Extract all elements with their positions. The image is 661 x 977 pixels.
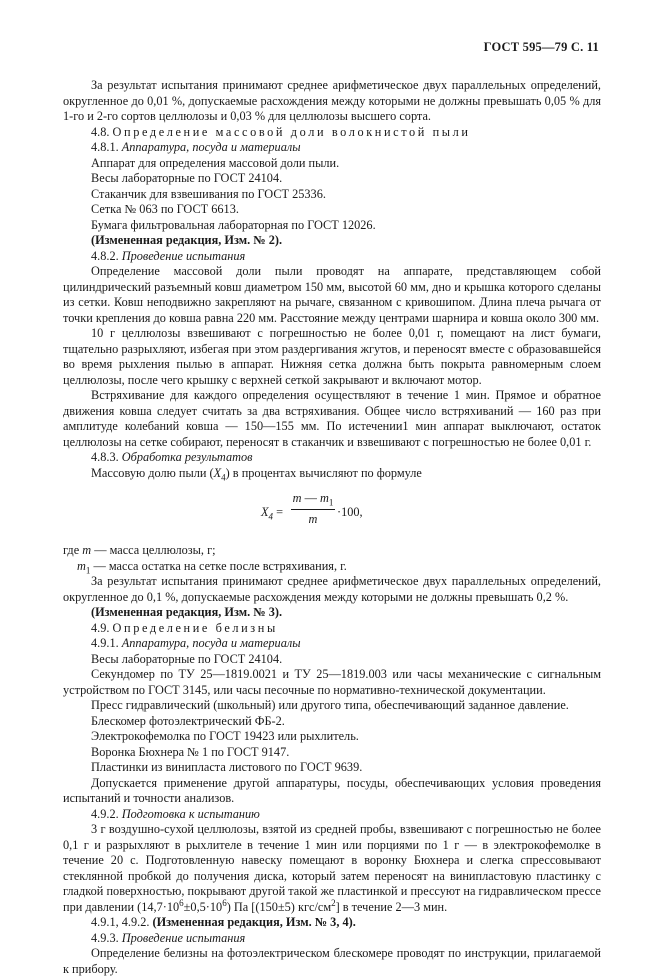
equipment-item: Электрокофемолка по ГОСТ 19423 или рыхлитель.	[91, 729, 359, 743]
text-fragment: ±0,5·10	[183, 899, 223, 914]
section-number: 4.9.3.	[91, 930, 119, 945]
section-4-8-3-heading	[63, 450, 601, 466]
paragraph-preparation	[63, 822, 601, 915]
formula-numerator	[291, 491, 335, 510]
section-number: 4.8.2.	[91, 248, 119, 263]
formula-variable: m	[292, 491, 302, 505]
section-4-9-1-heading	[63, 636, 601, 652]
formula-subscript: 4	[268, 511, 274, 522]
section-number: 4.8.1.	[91, 140, 119, 154]
text-fragment: где	[63, 543, 83, 557]
section-4-8-2-heading	[63, 249, 601, 265]
equipment-item: Бумага фильтровальная лабораторная по ГОСТ 12026.	[91, 217, 376, 232]
revision-text: (Измененная редакция, Изм. № 3, 4).	[152, 915, 356, 929]
formula-lhs	[261, 505, 283, 521]
section-number: 4.8.3.	[91, 450, 119, 464]
paragraph-weighing: 10 г целлюлозы взвешивают с погрешностью не более 0,01 г, помещают на лист бумаги, тщательно разрыхляют, избегая при этом раздергивания жгутов, и переносят вместе с образовавшейся во время рыхления пылью в аппарат. Нижняя сетка должна быть покрыта равномерным слоем целлюлозы, после чего крышку с верхней сеткой закрывают и включают мотор.	[63, 326, 601, 387]
definition-m1	[63, 559, 601, 575]
section-number: 4.9.2.	[91, 806, 119, 821]
formula-fraction	[291, 491, 335, 527]
section-4-9-2-heading	[63, 807, 601, 823]
document-body	[63, 78, 601, 977]
revision-note: (Измененная редакция, Изм. № 3).	[91, 605, 283, 619]
paragraph-shaking: Встряхивание для каждого определения осуществляют в течение 1 мин. Прямое и обратное движения ковша следует считать за два встряхивания. Общее число встряхиваний — 160 раз при амплитуде колебаний ковша — 150—155 мм. По истечении1 мин аппарат выключают, остаток целлюлозы на сетке собирают, переносят в стаканчик и взвешивают с погрешностью не более 0,01 г.	[63, 388, 601, 449]
equipment-item: Весы лабораторные по ГОСТ 24104.	[91, 651, 283, 666]
paragraph-result-4-7: За результат испытания принимают среднее арифметическое двух параллельных определений, округленное до 0,01 %, допускаемые расхождения между которыми не должны превышать 0,05 % для 1-го и 2-го сортов целлюлозы и 0,03 % для целлюлозы высшего сорта.	[63, 78, 601, 123]
page-header: ГОСТ 595—79 С. 11	[483, 40, 599, 54]
variable-m1: m	[77, 558, 86, 573]
equipment-item: Воронка Бюхнера № 1 по ГОСТ 9147.	[91, 744, 290, 759]
text-fragment: ] в течение 2—3 мин.	[335, 899, 448, 914]
formula-minus: —	[301, 491, 320, 505]
formula-rhs: ·100,	[337, 505, 363, 519]
equipment-item: Секундомер по ТУ 25—1819.0021 и ТУ 25—1819.003 или часы механические с сигнальным устройством по ГОСТ 3145, или часы песочные по нормативно-технической документации.	[63, 667, 601, 697]
variable-m: m	[82, 543, 92, 557]
section-4-8-1-heading	[63, 140, 601, 156]
variable-x: X	[213, 465, 222, 480]
section-4-9-3-heading	[63, 931, 601, 947]
text-fragment: ) в процентах вычисляют по формуле	[225, 465, 422, 480]
equipment-item: Стаканчик для взвешивания по ГОСТ 25336.	[91, 186, 326, 201]
superscript: 6	[222, 897, 227, 908]
equipment-item: Весы лабораторные по ГОСТ 24104.	[91, 171, 283, 185]
section-number: 4.8.	[91, 124, 110, 139]
section-title: Проведение испытания	[121, 248, 246, 263]
formula-variable: X	[261, 505, 269, 519]
revision-note: (Измененная редакция, Изм. № 2).	[91, 233, 283, 247]
section-number: 4.9.	[91, 620, 110, 635]
equipment-item: Пластинки из винипласта листового по ГОСТ 9639.	[91, 760, 363, 774]
paragraph-formula-intro	[63, 466, 601, 482]
variable-subscript: 1	[85, 564, 91, 575]
formula-denominator: m	[308, 511, 318, 526]
equipment-note: Допускается применение другой аппаратуры, посуды, обеспечивающих условия проведения испытаний и точности анализов.	[63, 775, 601, 805]
section-4-9-heading	[63, 621, 601, 637]
section-number: 4.9.1.	[91, 636, 119, 650]
section-number: 4.9.1, 4.9.2.	[91, 915, 153, 929]
section-title: Аппаратура, посуда и материалы	[121, 140, 301, 154]
equipment-item: Сетка № 063 по ГОСТ 6613.	[91, 202, 239, 216]
paragraph-result-4-8: За результат испытания принимают среднее арифметическое двух параллельных определений, округленное до 0,1 %, допускаемые расхождения между которыми не должны превышать 0,2 %.	[63, 574, 601, 604]
formula-dust-fraction	[63, 491, 601, 535]
revision-note	[63, 915, 601, 931]
text-fragment: — масса остатка на сетке после встряхивания, г.	[90, 558, 347, 573]
section-title: Проведение испытания	[121, 930, 246, 945]
paragraph-whiteness-test: Определение белизны на фотоэлектрическом блескомере проводят по инструкции, прилагаемой к прибору.	[63, 946, 601, 976]
text-fragment: Массовую долю пыли (	[91, 465, 214, 480]
paragraph-apparatus: Определение массовой доли пыли проводят на аппарате, представляющем собой цилиндрический разъемный ковш диаметром 150 мм, высотой 60 мм, дно и крышка которого сделаны из сетки. Ковш неподвижно закрепляют на рычаге, связанном с кривошипом. Длина плеча рычага от точки крепления до ковша равна 220 мм. Расстояние между центрами шарнира и ковша около 300 мм.	[63, 264, 601, 325]
text-fragment: ) Па [(150±5) кгс/см	[226, 899, 332, 914]
equipment-item: Пресс гидравлический (школьный) или другого типа, обеспечивающий заданное давление.	[91, 698, 569, 712]
section-title: Подготовка к испытанию	[121, 806, 260, 821]
superscript: 2	[331, 897, 336, 908]
text-fragment: — масса целлюлозы, г;	[91, 543, 216, 557]
text-fragment: 3 г воздушно-сухой целлюлозы, взятой из средней пробы, взвешивают с погрешностью не более 0,1 г и разрыхляют в рыхлителе в течение 1 мин или порциями по 1 г — в электрокофемолке в течение 20 с. Подготовленную навеску помещают в воронку Бюхнера и слегка спрессовывают стеклянной пробкой до получения диска, который затем переносят на винипластовую пластинку с гладкой поверхностью, покрывают другой такой же пластинкой и прессуют на гидравлическом прессе при давлении (14,7·10	[63, 822, 601, 914]
equipment-item: Аппарат для определения массовой доли пыли.	[91, 155, 340, 170]
section-title: Определение массовой доли волокнистой пыли	[112, 124, 471, 139]
section-title: Аппаратура, посуда и материалы	[121, 636, 301, 650]
superscript: 6	[179, 897, 184, 908]
equipment-item: Блескомер фотоэлектрический ФБ-2.	[91, 713, 285, 728]
section-title: Определение белизны	[112, 620, 278, 635]
formula-equals: =	[273, 505, 284, 519]
definition-m	[63, 543, 601, 559]
section-4-8-heading	[63, 125, 601, 141]
formula-variable: m	[319, 491, 329, 505]
variable-subscript: 4	[221, 471, 226, 482]
section-title: Обработка результатов	[121, 450, 253, 464]
formula-subscript: 1	[328, 497, 334, 508]
